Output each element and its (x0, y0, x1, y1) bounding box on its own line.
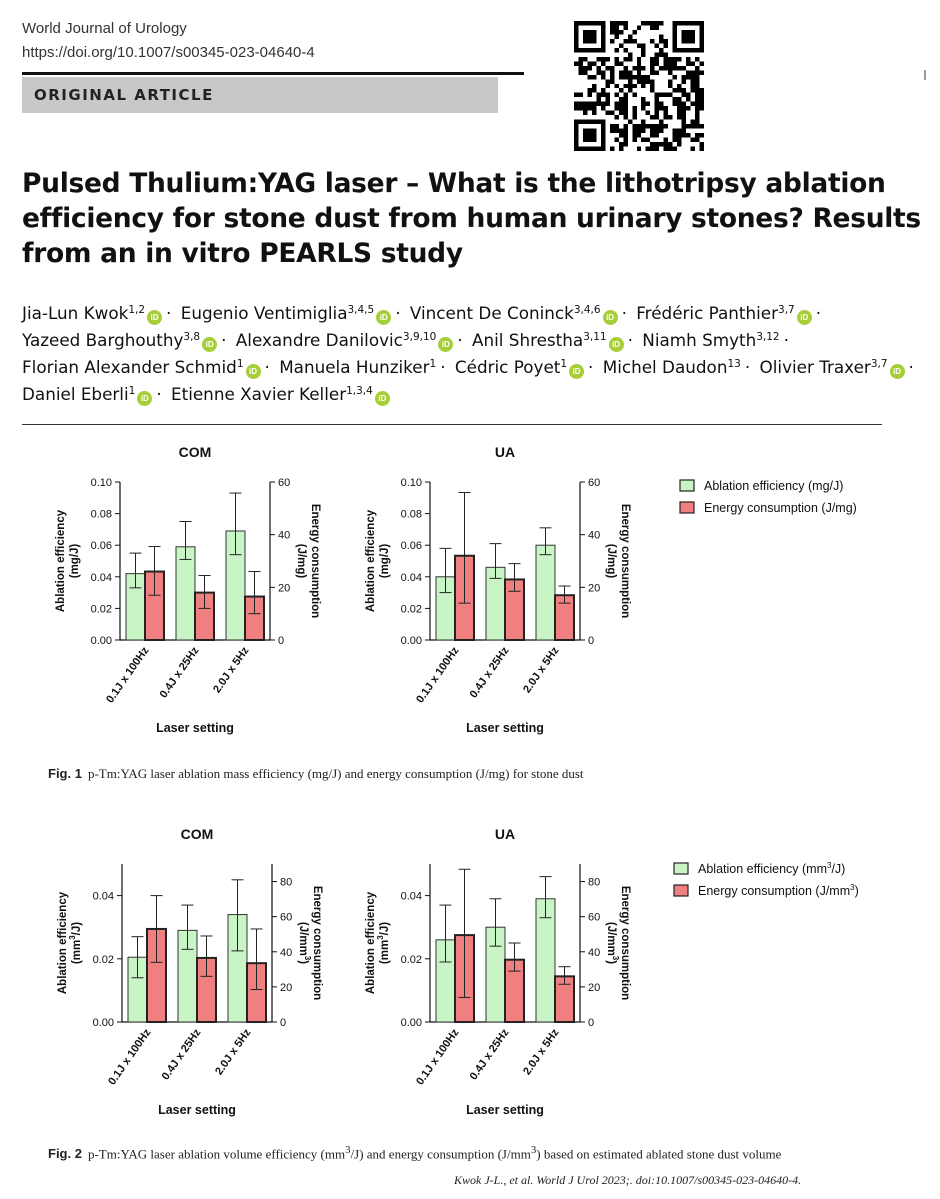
author-name-text: Yazeed Barghouthy (22, 330, 184, 350)
figure-1-caption (48, 766, 584, 782)
y-axis-label-right-line (297, 922, 312, 964)
corner-tick (924, 70, 926, 80)
y-tick-label-right: 40 (280, 946, 293, 959)
author-name-text: Eugenio Ventimiglia (180, 303, 348, 323)
y-tick-label-left: 0.00 (92, 1017, 114, 1029)
y-tick-label-left: 0.02 (400, 603, 422, 616)
orcid-icon[interactable]: iD (609, 337, 624, 352)
y-tick-label-right: 60 (280, 911, 293, 924)
article-title: Pulsed Thulium:YAG laser – What is the lithotripsy ablation efficiency for stone dust from human urinary stones? Results from an in vitro PEARLS study (22, 168, 921, 269)
figure-1 (0, 440, 940, 740)
author-name-text: Jia-Lun Kwok (22, 303, 129, 323)
label-part: ) (605, 960, 617, 965)
x-tick-label: 2.0J x 5Hz (521, 1026, 562, 1078)
figure-1-caption-text: p-Tm:YAG laser ablation mass efficiency (mg/J) and energy consumption (J/mg) for stone dust (87, 766, 584, 781)
figure-2-caption-pre: p-Tm:YAG laser ablation volume efficiency (mm (87, 1146, 346, 1162)
y-axis-label-left (365, 891, 391, 994)
orcid-icon[interactable]: iD (246, 364, 261, 379)
y-axis-label-left-line: Ablation efficiency (55, 509, 67, 613)
y-tick-label-right: 80 (280, 876, 293, 889)
label-superscript: 3 (850, 883, 855, 892)
chart-title: COM (178, 444, 212, 460)
y-axis-label-left-line: Ablation efficiency (365, 891, 377, 995)
label-superscript: 3 (303, 955, 312, 961)
y-axis-label-right (605, 504, 631, 618)
y-tick-label-right: 40 (588, 529, 601, 542)
label-part: (J/mm (297, 921, 309, 956)
y-tick-label-left: 0.08 (400, 508, 422, 521)
author-separator: · (166, 303, 172, 323)
y-tick-label-left: 0.06 (400, 540, 422, 553)
legend-label (698, 883, 859, 898)
y-axis-label-left (365, 509, 391, 612)
author-affiliation: 1 (429, 358, 437, 370)
author-separator: · (440, 357, 446, 377)
author-separator: · (264, 357, 270, 377)
label-superscript: 3 (376, 935, 385, 940)
y-axis-label-right (605, 886, 631, 1000)
author-list (22, 300, 934, 408)
author-name-text: Vincent De Coninck (409, 303, 574, 323)
y-tick-label-left: 0.02 (400, 953, 422, 966)
y-axis-label-right-line: (J/mg) (605, 543, 617, 579)
label-part: /J) (831, 862, 846, 876)
author-separator: · (815, 303, 822, 323)
y-tick-label-left: 0.02 (90, 603, 112, 616)
author-affiliation: 3,9,10 (402, 331, 437, 343)
y-axis-label-right-line: Energy consumption (309, 503, 321, 619)
journal-name: World Journal of Urology (22, 20, 187, 37)
x-tick-label: 0.4J x 25Hz (157, 644, 202, 701)
x-tick-label: 2.0J x 5Hz (211, 644, 252, 696)
y-tick-label-right: 20 (280, 981, 293, 994)
orcid-icon[interactable]: iD (603, 310, 618, 325)
bar (176, 547, 195, 640)
label-part: ) (854, 884, 859, 898)
author-name (603, 357, 741, 377)
author-name-text: Anil Shrestha (472, 330, 584, 350)
legend-swatch (674, 863, 688, 874)
author-name (236, 330, 454, 350)
y-axis-label-right-line: (J/mg) (295, 543, 307, 579)
y-tick-label-right: 20 (278, 582, 291, 595)
y-axis-label-left (55, 509, 81, 612)
label-part: (mm (379, 939, 391, 965)
label-part: Energy consumption (J/mm (698, 884, 851, 898)
orcid-icon[interactable]: iD (797, 310, 812, 325)
y-axis-label-left-line: (mg/J) (379, 543, 391, 579)
label-part: Ablation efficiency (mm (698, 862, 827, 876)
author-name (455, 357, 584, 377)
bar (536, 545, 555, 640)
author-affiliation: 3,12 (756, 331, 780, 343)
author-separator: · (783, 330, 789, 350)
y-tick-label-left: 0.02 (92, 953, 114, 966)
y-tick-label-right: 60 (588, 911, 601, 924)
author-name (279, 357, 436, 377)
label-part: /J) (71, 921, 83, 936)
author-name (472, 330, 624, 350)
y-tick-label-right: 20 (588, 582, 601, 595)
author-name-text: Etienne Xavier Keller (171, 384, 347, 404)
figure-2-caption-sup-1: 3 (345, 1144, 351, 1156)
y-axis-label-left-line (376, 922, 391, 964)
legend-label: Ablation efficiency (mg/J) (704, 479, 844, 493)
y-tick-label-right: 0 (588, 635, 595, 647)
y-tick-label-right: 60 (278, 477, 291, 489)
author-affiliation: 1 (560, 358, 568, 370)
author-separator: · (457, 330, 463, 350)
y-tick-label-left: 0.00 (90, 635, 112, 647)
label-part: ) (297, 960, 309, 965)
y-tick-label-left: 0.10 (400, 477, 422, 489)
y-tick-label-left: 0.04 (90, 571, 112, 584)
x-tick-label: 0.1J x 100Hz (414, 644, 462, 706)
y-tick-label-right: 80 (588, 876, 601, 889)
header-rule (22, 72, 524, 75)
y-tick-label-right: 40 (278, 529, 291, 542)
author-name (22, 384, 152, 404)
x-tick-label: 0.1J x 100Hz (106, 1026, 154, 1088)
x-tick-label: 0.1J x 100Hz (414, 1026, 462, 1088)
author-name-text: Olivier Traxer (759, 357, 871, 377)
author-name-text: Daniel Eberli (22, 384, 129, 404)
figure-2-charts (0, 822, 940, 1122)
x-axis-label: Laser setting (466, 721, 544, 735)
qr-code (574, 18, 704, 154)
y-tick-label-left: 0.04 (400, 571, 422, 584)
orcid-icon[interactable]: iD (376, 310, 391, 325)
figure-2 (0, 822, 940, 1122)
section-divider (22, 424, 882, 425)
footer-citation: Kwok J-L., et al. World J Urol 2023;. doi:10.1007/s00345-023-04640-4. (454, 1173, 802, 1187)
author-name (22, 303, 162, 323)
y-axis-label-right-line: Energy consumption (619, 885, 631, 1001)
author-name-text: Florian Alexander Schmid (22, 357, 237, 377)
y-axis-label-left-line (68, 922, 83, 964)
x-axis-label: Laser setting (466, 1103, 544, 1117)
orcid-icon[interactable]: iD (438, 337, 453, 352)
y-axis-label-left (57, 891, 83, 994)
author-name-text: Manuela Hunziker (279, 357, 430, 377)
y-axis-label-left-line: (mg/J) (69, 543, 81, 579)
label-superscript: 3 (611, 955, 620, 961)
author-separator: · (156, 384, 162, 404)
author-affiliation: 1 (128, 385, 136, 397)
chart-ua (365, 444, 631, 735)
doi-link[interactable]: https://doi.org/10.1007/s00345-023-04640-4 (22, 44, 315, 61)
chart-com (55, 444, 321, 735)
chart-ua (365, 826, 631, 1117)
chart-title: UA (494, 826, 516, 842)
label-part: (mm (71, 939, 83, 965)
author-affiliation: 3,4,5 (347, 304, 375, 316)
legend-swatch (680, 502, 694, 513)
author-name-text: Alexandre Danilovic (235, 330, 403, 350)
author-separator: · (221, 330, 227, 350)
author-affiliation: 13 (727, 358, 741, 370)
author-affiliation: 3,7 (778, 304, 795, 316)
author-name (410, 303, 618, 323)
y-tick-label-left: 0.00 (400, 1017, 422, 1029)
figure-2-caption-mid: /J) and energy consumption (J/mm (350, 1146, 531, 1162)
author-affiliation: 3,11 (583, 331, 607, 343)
orcid-icon[interactable]: iD (569, 364, 584, 379)
y-axis-label-right (295, 504, 321, 618)
y-tick-label-right: 0 (588, 1017, 595, 1029)
y-axis-label-right-line: Energy consumption (619, 503, 631, 619)
figure-1-charts (0, 440, 940, 740)
author-separator: · (908, 357, 914, 377)
x-axis-label: Laser setting (158, 1103, 236, 1117)
x-tick-label: 2.0J x 5Hz (213, 1026, 254, 1078)
y-axis-label-left-line: Ablation efficiency (57, 891, 69, 995)
y-tick-label-left: 0.04 (92, 890, 114, 903)
y-axis-label-right-line (605, 922, 620, 964)
author-separator: · (588, 357, 594, 377)
author-name-text: Michel Daudon (602, 357, 728, 377)
y-axis-label-left-line: Ablation efficiency (365, 509, 377, 613)
legend-label (698, 861, 845, 876)
y-tick-label-left: 0.06 (90, 540, 112, 553)
y-tick-label-right: 0 (278, 635, 285, 647)
author-name (636, 303, 811, 323)
y-tick-label-left: 0.08 (90, 508, 112, 521)
x-tick-label: 0.4J x 25Hz (467, 1026, 512, 1083)
author-affiliation: 3,4,6 (573, 304, 601, 316)
label-part: (J/mm (605, 921, 617, 956)
y-tick-label-left: 0.04 (400, 890, 422, 903)
chart-title: UA (494, 444, 516, 460)
x-tick-label: 0.4J x 25Hz (467, 644, 512, 701)
label-superscript: 3 (827, 861, 832, 870)
author-name (22, 357, 261, 377)
orcid-icon[interactable]: iD (890, 364, 905, 379)
x-axis-label: Laser setting (156, 721, 234, 735)
y-tick-label-left: 0.00 (400, 635, 422, 647)
y-tick-label-right: 60 (588, 477, 601, 489)
author-separator: · (621, 303, 627, 323)
author-affiliation: 3,8 (183, 331, 201, 343)
y-tick-label-right: 40 (588, 946, 601, 959)
y-tick-label-left: 0.10 (90, 477, 112, 489)
chart-com (57, 826, 323, 1117)
x-tick-label: 2.0J x 5Hz (521, 644, 562, 696)
author-separator: · (627, 330, 633, 350)
author-affiliation: 1 (236, 358, 244, 370)
author-name-text: Cédric Poyet (454, 357, 561, 377)
author-separator: · (744, 357, 751, 377)
orcid-icon[interactable]: iD (202, 337, 217, 352)
x-tick-label: 0.1J x 100Hz (104, 644, 152, 706)
author-affiliation: 1,3,4 (346, 385, 373, 397)
y-tick-label-right: 20 (588, 981, 601, 994)
author-affiliation: 3,7 (870, 358, 888, 370)
label-superscript: 3 (68, 935, 77, 940)
y-axis-label-right-line: Energy consumption (311, 885, 323, 1001)
label-part: /J) (379, 921, 391, 936)
article-type-badge: ORIGINAL ARTICLE (22, 77, 498, 113)
legend-label: Energy consumption (J/mg) (704, 501, 857, 515)
figure-1-label: Fig. 1 (48, 766, 82, 781)
author-name-text: Frédéric Panthier (636, 303, 779, 323)
legend-swatch (680, 480, 694, 491)
figure-2-caption-sup-2: 3 (530, 1144, 537, 1156)
orcid-icon[interactable]: iD (137, 391, 152, 406)
author-name (22, 330, 217, 350)
author-name-text: Niamh Smyth (642, 330, 757, 350)
y-tick-label-right: 0 (280, 1017, 287, 1029)
x-tick-label: 0.4J x 25Hz (159, 1026, 204, 1083)
orcid-icon[interactable]: iD (147, 310, 162, 325)
author-name (171, 384, 390, 404)
figure-2-caption-post: ) based on estimated ablated stone dust volume (536, 1146, 782, 1162)
author-name (760, 357, 905, 377)
chart-title: COM (180, 826, 214, 842)
legend-swatch (674, 885, 688, 896)
orcid-icon[interactable]: iD (375, 391, 390, 406)
author-separator: · (395, 303, 401, 323)
figure-2-label: Fig. 2 (48, 1146, 82, 1162)
figure-2-caption (48, 1144, 781, 1162)
author-name (181, 303, 391, 323)
author-name (642, 330, 779, 350)
author-affiliation: 1,2 (128, 304, 146, 316)
y-axis-label-right (297, 886, 323, 1000)
